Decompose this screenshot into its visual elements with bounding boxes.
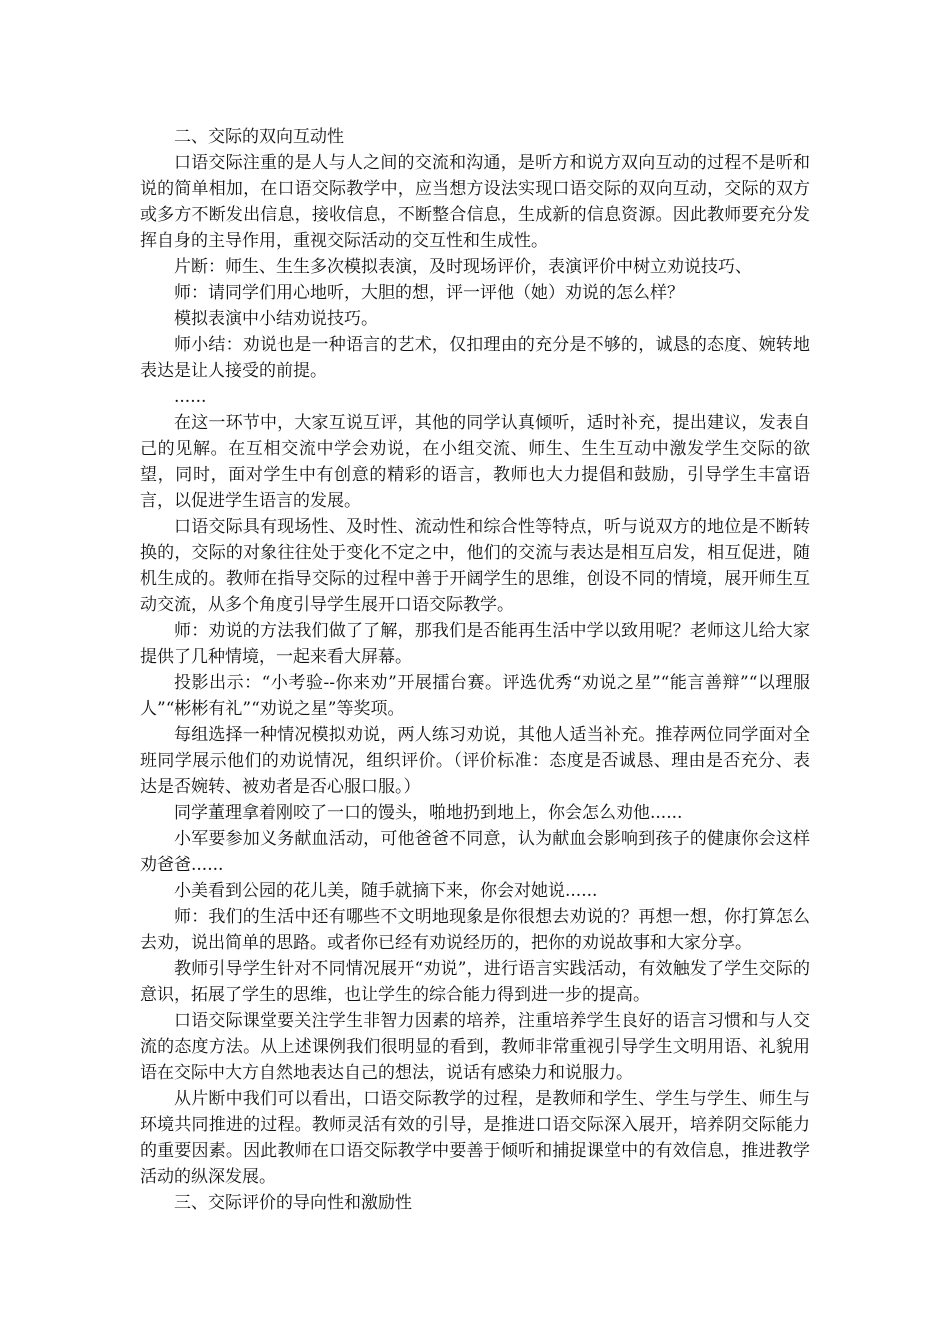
paragraph-17: 从片断中我们可以看出，口语交际教学的过程，是教师和学生、学生与学生、师生与环境共同推进的过程。教师灵活有效的引导，是推进口语交际深入展开，培养阴交际能力的重要因素。因此教师在口语交际教学中要善于倾听和捕捉课堂中的有效信息，推进教学活动的纵深发展。	[140, 1089, 810, 1187]
paragraph-8: 师：劝说的方法我们做了了解，那我们是否能再生活中学以致用呢？老师这儿给大家提供了几种情境，一起来看大屏幕。	[140, 621, 810, 667]
paragraph-10: 每组选择一种情况模拟劝说，两人练习劝说，其他人适当补充。推荐两位同学面对全班同学展示他们的劝说情况，组织评价。（评价标准：态度是否诚恳、理由是否充分、表达是否婉转、被劝者是否心服口服。）	[140, 725, 810, 797]
paragraph-2: 片断：师生、生生多次模拟表演，及时现场评价，表演评价中树立劝说技巧、	[174, 257, 752, 277]
ellipsis-line: ......	[174, 387, 207, 407]
document-page	[140, 124, 810, 1216]
paragraph-13: 小美看到公园的花儿美，随手就摘下来，你会对她说......	[174, 881, 598, 901]
paragraph-3: 师：请同学们用心地听，大胆的想，评一评他（她）劝说的怎么样？	[174, 283, 684, 303]
section-heading-2: 二、交际的双向互动性	[174, 127, 344, 147]
paragraph-14: 师：我们的生活中还有哪些不文明地现象是你很想去劝说的？再想一想，你打算怎么去劝，说出简单的思路。或者你已经有劝说经历的，把你的劝说故事和大家分享。	[140, 907, 810, 953]
section-heading-3: 三、交际评价的导向性和激励性	[174, 1193, 412, 1213]
paragraph-12: 小军要参加义务献血活动，可他爸爸不同意，认为献血会影响到孩子的健康你会这样劝爸爸......	[140, 829, 810, 875]
paragraph-4: 模拟表演中小结劝说技巧。	[174, 309, 378, 329]
paragraph-1: 口语交际注重的是人与人之间的交流和沟通，是听方和说方双向互动的过程不是听和说的简单相加，在口语交际教学中，应当想方设法实现口语交际的双向互动，交际的双方或多方不断发出信息，接收信息，不断整合信息，生成新的信息资源。因此教师要充分发挥自身的主导作用，重视交际活动的交互性和生成性。	[140, 153, 810, 251]
paragraph-7: 口语交际具有现场性、及时性、流动性和综合性等特点，听与说双方的地位是不断转换的，交际的对象往往处于变化不定之中，他们的交流与表达是相互启发，相互促进，随机生成的。教师在指导交际的过程中善于开阔学生的思维，创设不同的情境，展开师生互动交流，从多个角度引导学生展开口语交际教学。	[140, 517, 810, 615]
paragraph-9: 投影出示：“小考验--你来劝”开展擂台赛。评选优秀“劝说之星”“能言善辩”“以理服人”“彬彬有礼”“劝说之星”等奖项。	[140, 673, 810, 719]
paragraph-15: 教师引导学生针对不同情况展开“劝说”，进行语言实践活动，有效触发了学生交际的意识，拓展了学生的思维，也让学生的综合能力得到进一步的提高。	[140, 959, 810, 1005]
paragraph-16: 口语交际课堂要关注学生非智力因素的培养，注重培养学生良好的语言习惯和与人交流的态度方法。从上述课例我们很明显的看到，教师非常重视引导学生文明用语、礼貌用语在交际中大方自然地表达自己的想法，说话有感染力和说服力。	[140, 1011, 810, 1083]
paragraph-6: 在这一环节中，大家互说互评，其他的同学认真倾听，适时补充，提出建议，发表自己的见解。在互相交流中学会劝说，在小组交流、师生、生生互动中激发学生交际的欲望，同时，面对学生中有创意的精彩的语言，教师也大力提倡和鼓励，引导学生丰富语言，以促进学生语言的发展。	[140, 413, 810, 511]
paragraph-5: 师小结：劝说也是一种语言的艺术，仅扣理由的充分是不够的，诚恳的态度、婉转地表达是让人接受的前提。	[140, 335, 810, 381]
paragraph-11: 同学董理拿着刚咬了一口的馒头，啪地扔到地上，你会怎么劝他......	[174, 803, 683, 823]
